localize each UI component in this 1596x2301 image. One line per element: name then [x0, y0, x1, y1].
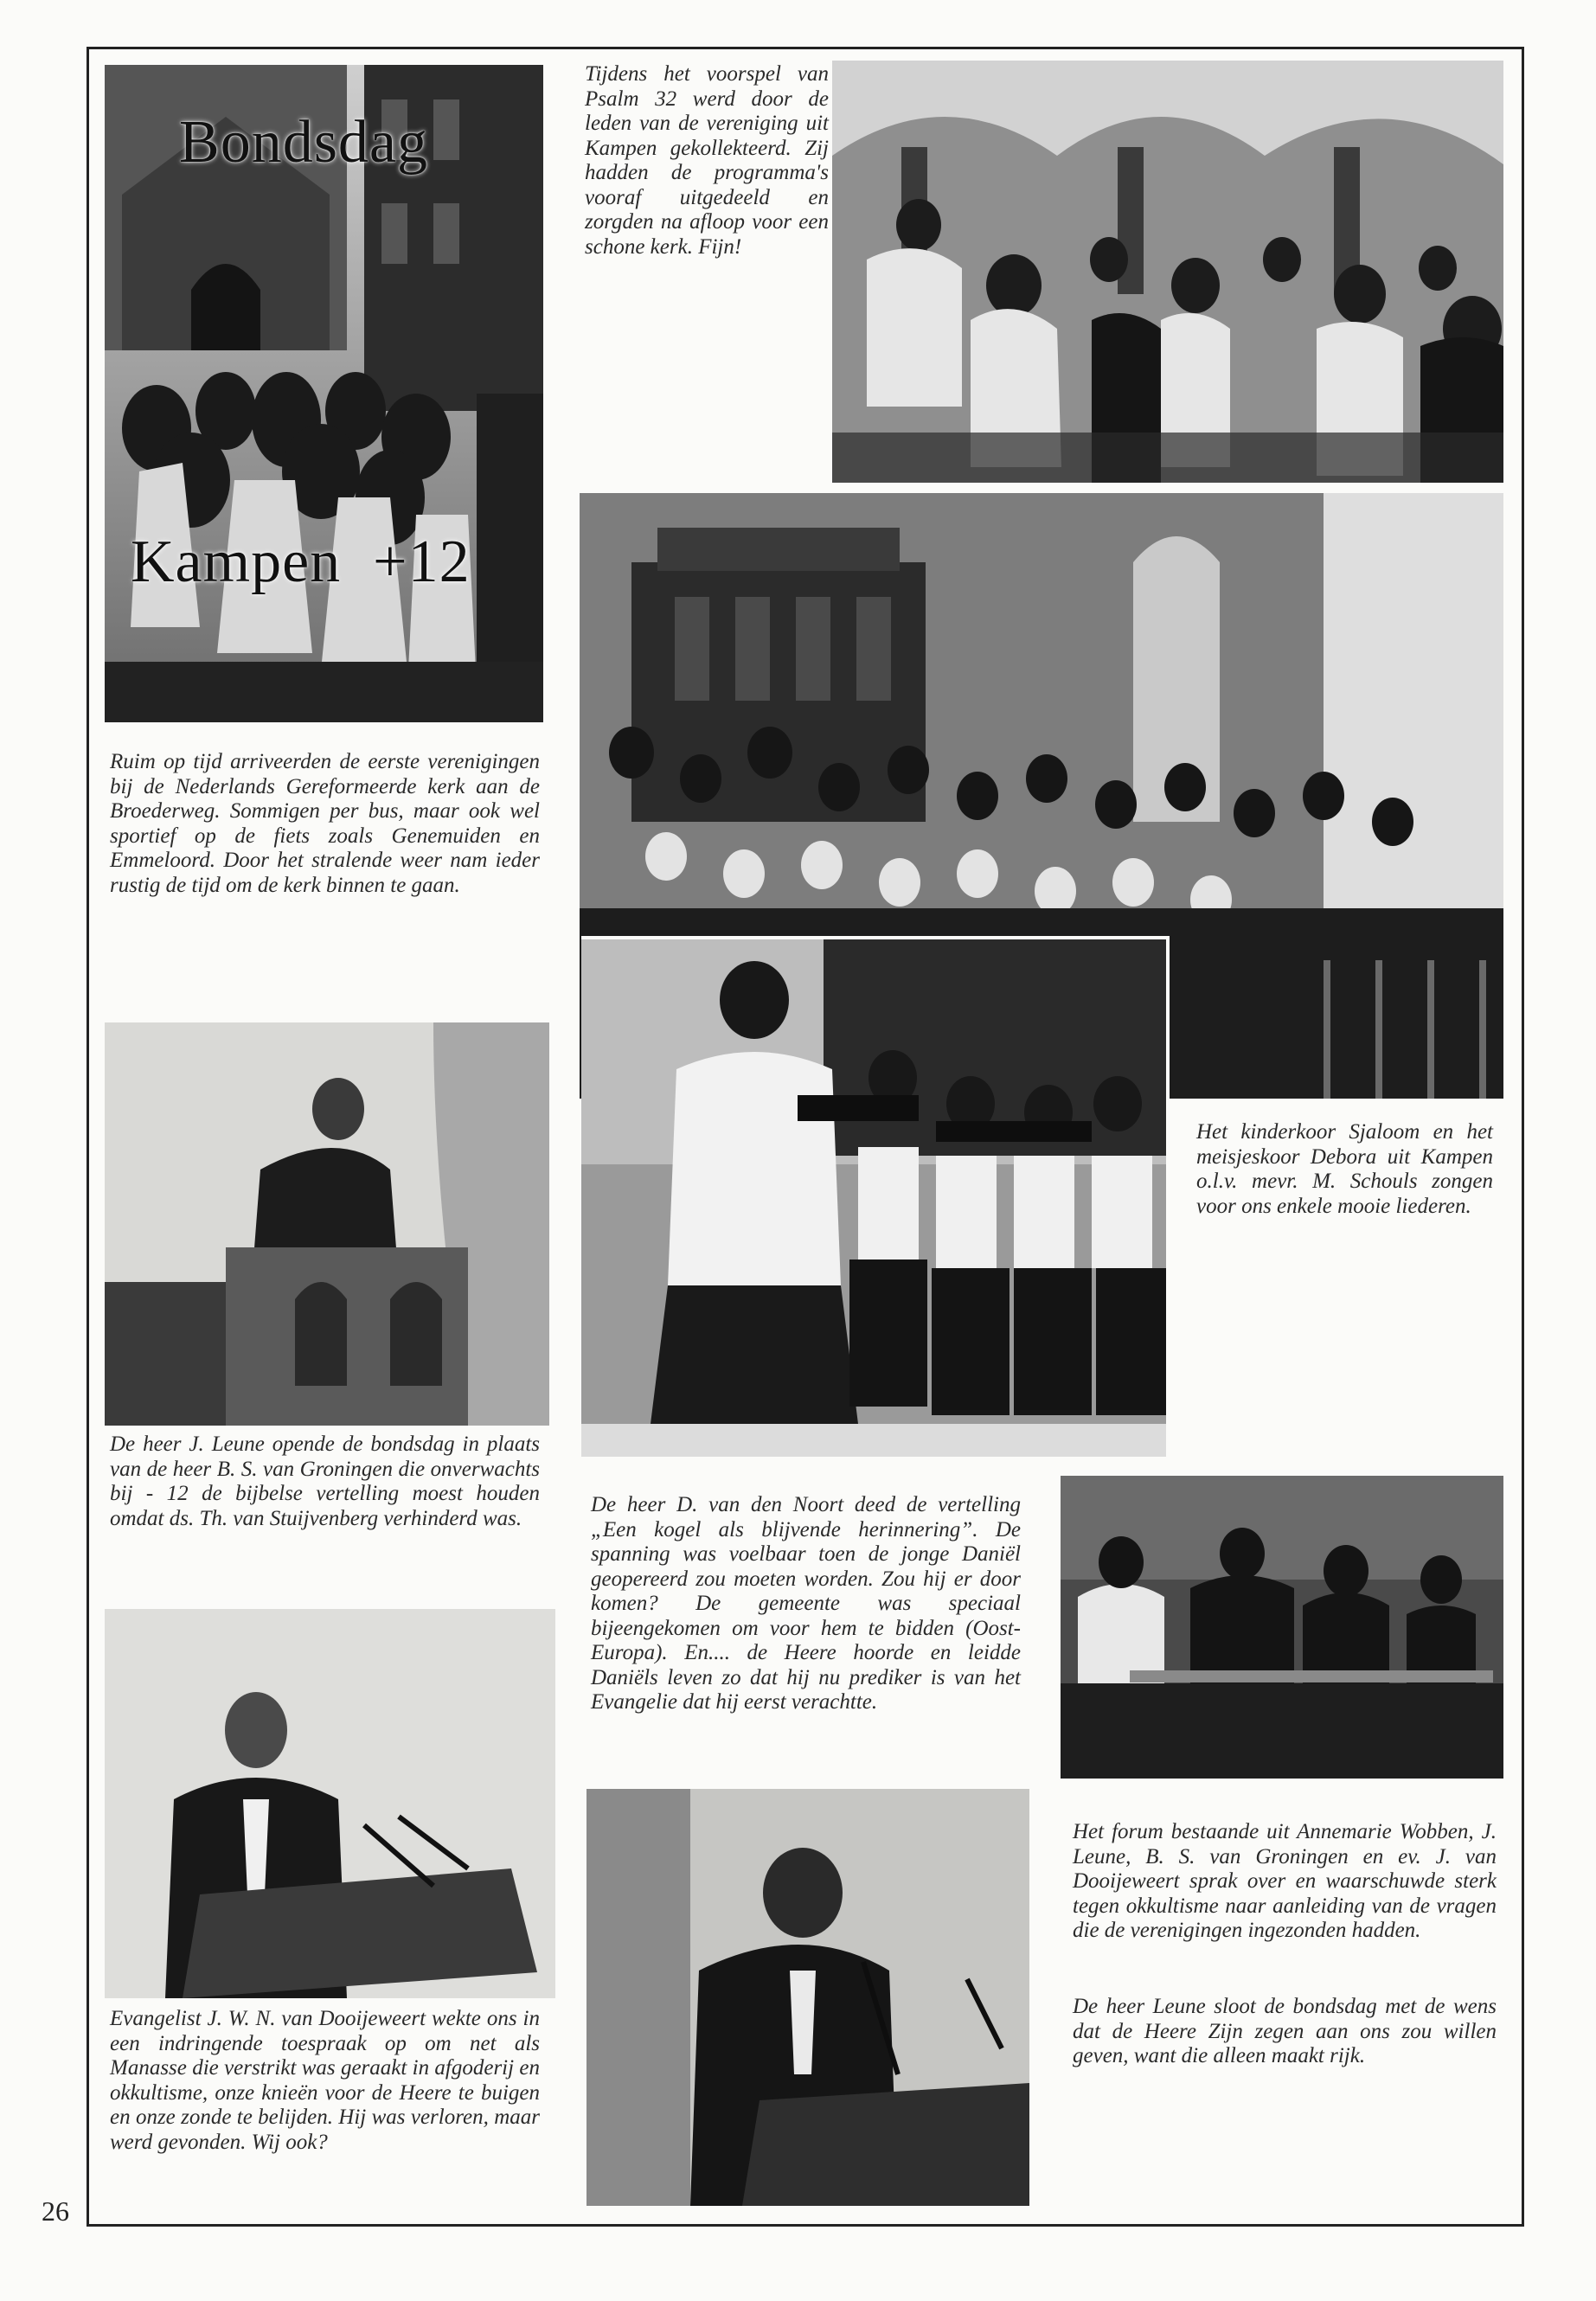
caption-forum: Het forum bestaande uit Annemarie Wobben, J. Leune, B. S. van Groningen en ev. J. van Dooijeweert sprak over en waarschuwde sterk tegen okkultisme naar aanleiding van de vragen die de verenigingen ingezonden hadden. — [1073, 1820, 1497, 1942]
hero-title-bottom: Kampen +12 — [131, 529, 471, 595]
caption-evangelist: Evangelist J. W. N. van Dooijeweert wekte ons in een indringende toespraak op om net als Manasse die verstrikt was geraakt in afgoderij en okkultisme, onze knieën voor de Heere te buigen en onze zonde te belijden. Hij was verloren, maar werd gevonden. Wij ook? — [110, 2007, 540, 2154]
caption-closing: De heer Leune sloot de bondsdag met de wens dat de Heere Zijn zegen aan ons zou willen geven, want die alleen maakt rijk. — [1073, 1995, 1497, 2067]
photo-church-entrance — [105, 65, 543, 722]
photo-leune-lectern — [105, 1022, 549, 1426]
photo-girls-choir — [581, 936, 1170, 1457]
caption-arrival: Ruim op tijd arriveerden de eerste verenigingen bij de Nederlands Gereformeerde kerk aan de Broederweg. Sommigen per bus, maar ook wel sportief op de fiets zoals Genemuiden en Emmeloord. Door het stralende weer nam ieder rustig de tijd om de kerk binnen te gaan. — [110, 750, 540, 897]
caption-collection: Tijdens het voorspel van Psalm 32 werd door de leden van de vereniging uit Kampen gekollekteerd. Zij hadden de programma's vooraf uitgedeeld en zorgden na afloop voor een schone kerk. Fijn! — [585, 62, 829, 259]
caption-choir: Het kinderkoor Sjaloom en het meisjeskoor Debora uit Kampen o.l.v. mevr. M. Schouls zongen voor ons enkele mooie liederen. — [1196, 1120, 1493, 1218]
photo-forum — [1061, 1476, 1503, 1779]
photo-evangelist-speaking — [105, 1609, 555, 1998]
photo-storyteller — [586, 1789, 1029, 2206]
hero-title-top: Bondsdag — [179, 109, 428, 176]
caption-opening: De heer J. Leune opende de bondsdag in plaats van de heer B. S. van Groningen die onverwachts bij - 12 de bijbelse vertelling moest houden omdat ds. Th. van Stuijvenberg verhinderd was. — [110, 1433, 540, 1530]
page-number: 26 — [42, 2195, 69, 2227]
caption-story: De heer D. van den Noort deed de vertelling „Een kogel als blijvende herinnering”. De spanning was voelbaar toen de jonge Daniël geopereerd zou moeten worden. Zou hij er door komen? De gemeente was speciaal bijeengekomen om voor hem te bidden (Oost-Europa). En.... de Heere hoorde en leidde Daniëls leven zo dat hij nu prediker is van het Evangelie dat hij eerst verachtte. — [591, 1493, 1021, 1714]
photo-congregation — [832, 61, 1503, 483]
